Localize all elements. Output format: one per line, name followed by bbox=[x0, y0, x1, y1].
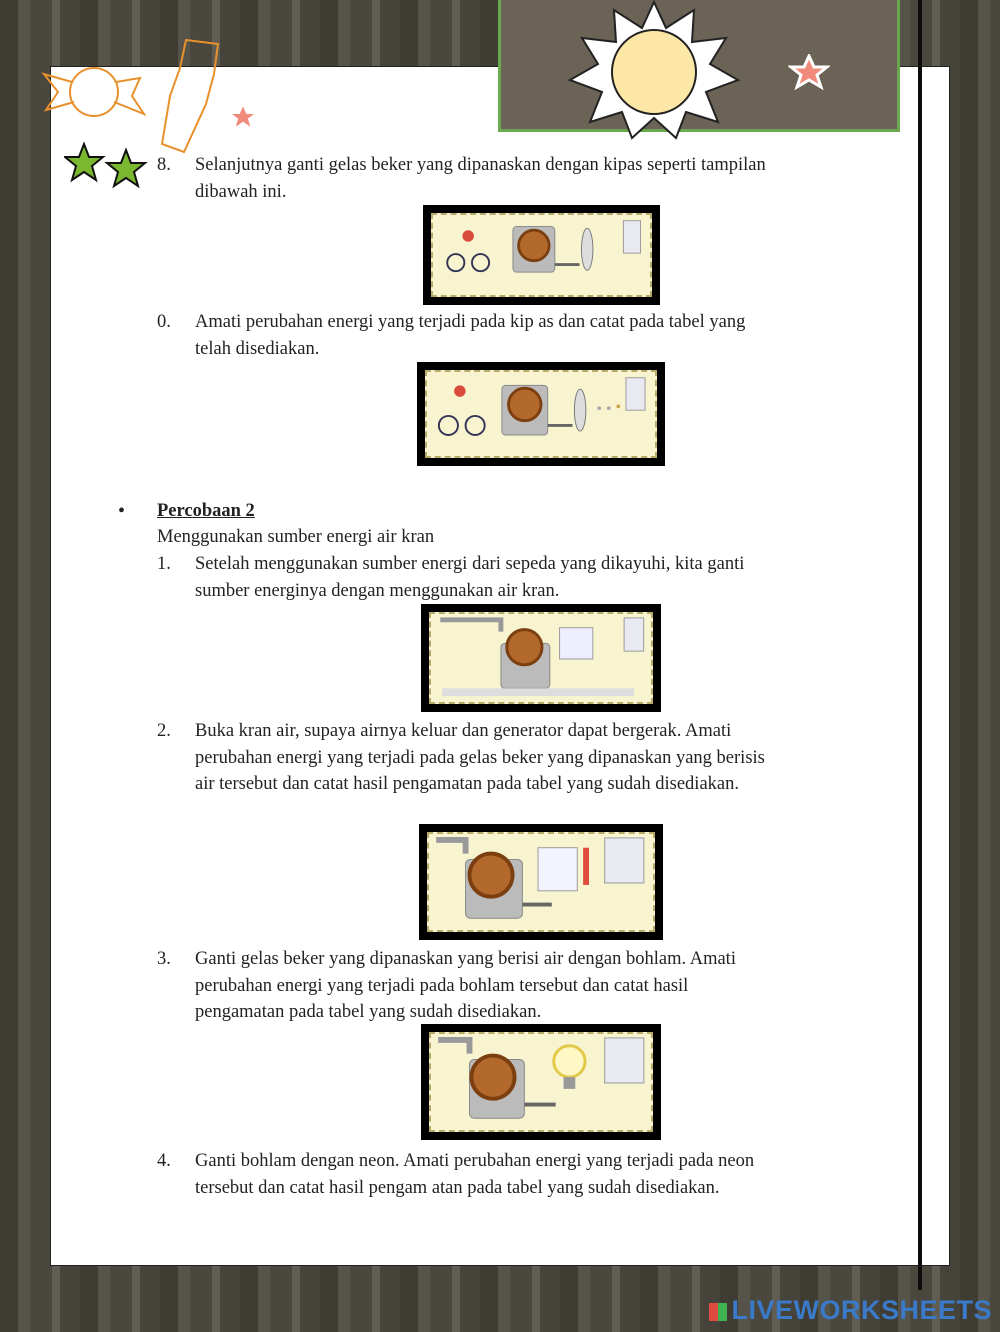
step-number: 3. bbox=[157, 949, 171, 969]
bullet: • bbox=[118, 500, 126, 522]
item-text: Selanjutnya ganti gelas beker yang dipanaskan dengan kipas seperti tampilan dibawah ini. bbox=[195, 155, 766, 202]
content bbox=[0, 152, 1000, 1282]
step-text: Buka kran air, supaya airnya keluar dan generator dapat bergerak. Amati perubahan energi yang terjadi pada gelas beker yang dipanaskan yang berisis air tersebut dan catat hasil pengamatan pada tabel yang sudah disediakan. bbox=[195, 721, 765, 794]
bicycle-fan-diagram bbox=[433, 215, 650, 295]
faucet-generator-diagram bbox=[431, 614, 651, 702]
faucet-bulb-diagram bbox=[431, 1034, 651, 1130]
star-icon bbox=[788, 54, 830, 90]
step-text: Ganti gelas beker yang dipanaskan yang berisi air dengan bohlam. Amati perubahan energi yang terjadi pada bohlam tersebut dan catat hasil pengamatan pada tabel yang sudah disediakan. bbox=[195, 949, 736, 1022]
brand-name: LIVEWORKSHEETS bbox=[731, 1295, 992, 1325]
item-number: 0. bbox=[157, 312, 171, 332]
sun-icon bbox=[566, 0, 742, 140]
simulation-screenshot-fan bbox=[423, 205, 660, 305]
step-text: Ganti bohlam dengan neon. Amati perubahan energi yang terjadi pada neon tersebut dan catat hasil pengam atan pada tabel yang sudah disediakan. bbox=[195, 1151, 755, 1198]
step-number: 1. bbox=[157, 554, 171, 574]
item-number: 8. bbox=[157, 155, 171, 175]
simulation-screenshot-beaker bbox=[419, 824, 663, 940]
simulation-screenshot-faucet bbox=[421, 604, 661, 712]
step-text: Setelah menggunakan sumber energi dari sepeda yang dikayuhi, kita ganti sumber energinya dengan menggunakan air kran. bbox=[195, 554, 745, 601]
star-icon bbox=[226, 102, 260, 132]
simulation-screenshot-fan-running bbox=[417, 362, 665, 466]
logo-mark-icon bbox=[709, 1303, 727, 1321]
item-text: Amati perubahan energi yang terjadi pada kip as dan catat pada tabel yang telah disediakan. bbox=[195, 312, 746, 359]
faucet-beaker-diagram bbox=[429, 834, 653, 930]
liveworksheets-logo[interactable] bbox=[709, 1295, 992, 1326]
section-title: Percobaan 2 bbox=[157, 501, 255, 521]
step-number: 2. bbox=[157, 721, 171, 741]
simulation-screenshot-bulb bbox=[421, 1024, 661, 1140]
section-subtitle: Menggunakan sumber energi air kran bbox=[157, 527, 435, 547]
step-number: 4. bbox=[157, 1151, 171, 1171]
bicycle-fan-diagram bbox=[427, 372, 655, 456]
